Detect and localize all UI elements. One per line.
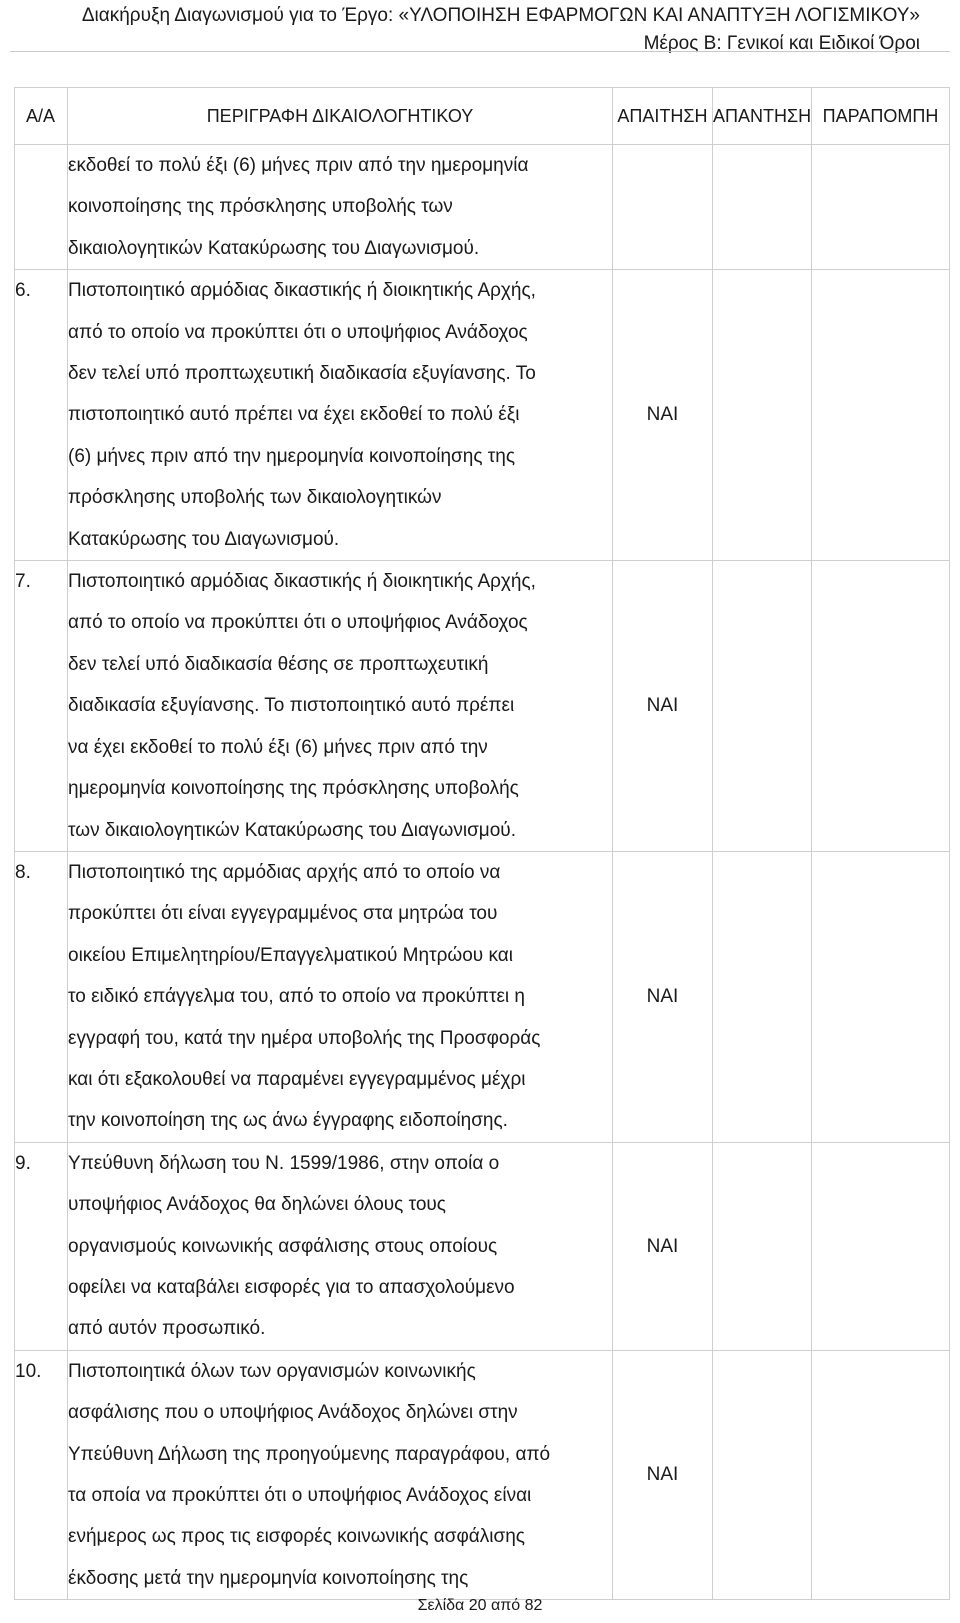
- description-line: το ειδικό επάγγελμα του, από το οποίο να προκύπτει η: [68, 986, 525, 1008]
- description-line: την κοινοποίηση της ως άνω έγγραφης ειδοποίησης.: [68, 1110, 508, 1132]
- header-divider: [10, 51, 950, 52]
- description-line: Πιστοποιητικά όλων των οργανισμών κοινωνικής: [68, 1360, 476, 1382]
- row-reference: [812, 145, 950, 270]
- table-header-row: [15, 88, 950, 145]
- description-line: των δικαιολογητικών Κατακύρωσης του Διαγωνισμού.: [68, 819, 516, 841]
- description-line: Πιστοποιητικό της αρμόδιας αρχής από το οποίο να: [68, 861, 501, 883]
- row-number: 6.: [15, 270, 68, 561]
- description-line: Κατακύρωσης του Διαγωνισμού.: [68, 528, 340, 550]
- column-header-aa: Α/Α: [15, 88, 68, 145]
- row-reference: [812, 270, 950, 561]
- description-line: πιστοποιητικό αυτό πρέπει να έχει εκδοθεί το πολύ έξι: [68, 404, 520, 426]
- description-line: κοινοποίησης της πρόσκλησης υποβολής των: [68, 196, 453, 218]
- description-line: οικείου Επιμελητηρίου/Επαγγελματικού Μητρώου και: [68, 944, 513, 966]
- description-line: και ότι εξακολουθεί να παραμένει εγγεγραμμένος μέχρι: [68, 1068, 526, 1090]
- description-line: υποψήφιος Ανάδοχος θα δηλώνει όλους τους: [68, 1194, 446, 1216]
- description-line: Πιστοποιητικό αρμόδιας δικαστικής ή διοικητικής Αρχής,: [68, 571, 536, 593]
- page-header: [82, 2, 920, 58]
- row-requirement: ΝΑΙ: [613, 851, 713, 1142]
- row-description: [68, 1350, 613, 1599]
- row-number: 9.: [15, 1142, 68, 1350]
- row-requirement: ΝΑΙ: [613, 1350, 713, 1599]
- row-number: [15, 145, 68, 270]
- description-line: διαδικασία εξυγίανσης. Το πιστοποιητικό αυτό πρέπει: [68, 695, 515, 717]
- row-answer: [713, 145, 812, 270]
- table-row: [15, 270, 950, 561]
- row-answer: [713, 270, 812, 561]
- requirements-table: [14, 87, 950, 1600]
- row-requirement: ΝΑΙ: [613, 1142, 713, 1350]
- row-description: [68, 1142, 613, 1350]
- description-line: ενήμερος ως προς τις εισφορές κοινωνικής ασφάλισης: [68, 1526, 525, 1548]
- description-line: ημερομηνία κοινοποίησης της πρόσκλησης υποβολής: [68, 778, 519, 800]
- table-row: [15, 851, 950, 1142]
- description-line: έκδοσης μετά την ημερομηνία κοινοποίησης της: [68, 1567, 469, 1589]
- column-header-reference: ΠΑΡΑΠΟΜΠΗ: [812, 88, 950, 145]
- description-line: από το οποίο να προκύπτει ότι ο υποψήφιος Ανάδοχος: [68, 321, 528, 343]
- column-header-requirement: ΑΠΑΙΤΗΣΗ: [613, 88, 713, 145]
- description-line: (6) μήνες πριν από την ημερομηνία κοινοποίησης της: [68, 445, 515, 467]
- description-line: δεν τελεί υπό προπτωχευτική διαδικασία εξυγίανσης. Το: [68, 363, 536, 385]
- description-line: Υπεύθυνη Δήλωση της προηγούμενης παραγράφου, από: [68, 1443, 551, 1465]
- page-number: Σελίδα 20 από 82: [417, 1597, 543, 1614]
- row-description: [68, 270, 613, 561]
- table-row: [15, 1350, 950, 1599]
- description-line: από το οποίο να προκύπτει ότι ο υποψήφιος Ανάδοχος: [68, 612, 528, 634]
- description-line: Υπεύθυνη δήλωση του Ν. 1599/1986, στην οποία ο: [68, 1152, 500, 1174]
- description-line: εκδοθεί το πολύ έξι (6) μήνες πριν από την ημερομηνία: [68, 155, 529, 176]
- table-row: [15, 1142, 950, 1350]
- row-number: 10.: [15, 1350, 68, 1599]
- description-line: τα οποία να προκύπτει ότι ο υποψήφιος Ανάδοχος είναι: [68, 1485, 532, 1506]
- description-line: οφείλει να καταβάλει εισφορές για το απασχολούμενο: [68, 1276, 515, 1298]
- document-part: Μέρος Β: Γενικοί και Ειδικοί Όροι: [643, 33, 920, 54]
- table-row: [15, 145, 950, 270]
- row-description: [68, 145, 613, 270]
- description-line: οργανισμούς κοινωνικής ασφάλισης στους οποίους: [68, 1235, 498, 1257]
- column-header-answer: ΑΠΑΝΤΗΣΗ: [713, 88, 812, 145]
- row-answer: [713, 561, 812, 852]
- description-line: προκύπτει ότι είναι εγγεγραμμένος στα μητρώα του: [68, 903, 498, 925]
- row-description: [68, 851, 613, 1142]
- row-reference: [812, 1350, 950, 1599]
- row-reference: [812, 561, 950, 852]
- description-line: πρόσκλησης υποβολής των δικαιολογητικών: [68, 487, 442, 509]
- row-requirement: [613, 145, 713, 270]
- description-line: Πιστοποιητικό αρμόδιας δικαστικής ή διοικητικής Αρχής,: [68, 280, 536, 302]
- row-number: 7.: [15, 561, 68, 852]
- row-requirement: ΝΑΙ: [613, 270, 713, 561]
- row-reference: [812, 851, 950, 1142]
- table-row: [15, 561, 950, 852]
- row-reference: [812, 1142, 950, 1350]
- row-answer: [713, 1350, 812, 1599]
- table-body: [15, 145, 950, 1600]
- row-description: [68, 561, 613, 852]
- description-line: δεν τελεί υπό διαδικασία θέσης σε προπτωχευτική: [68, 653, 489, 675]
- row-answer: [713, 1142, 812, 1350]
- description-line: από αυτόν προσωπικό.: [68, 1318, 266, 1340]
- column-header-description: ΠΕΡΙΓΡΑΦΗ ΔΙΚΑΙΟΛΟΓΗΤΙΚΟΥ: [68, 88, 613, 145]
- row-number: 8.: [15, 851, 68, 1142]
- description-line: ασφάλισης που ο υποψήφιος Ανάδοχος δηλώνει στην: [68, 1402, 518, 1424]
- document-title: Διακήρυξη Διαγωνισμού για το Έργο: «ΥΛΟΠΟΙΗΣΗ ΕΦΑΡΜΟΓΩΝ ΚΑΙ ΑΝΑΠΤΥΞΗ ΛΟΓΙΣΜΙΚΟΥ»: [81, 5, 920, 26]
- description-line: εγγραφή του, κατά την ημέρα υποβολής της Προσφοράς: [68, 1027, 541, 1049]
- row-answer: [713, 851, 812, 1142]
- description-line: να έχει εκδοθεί το πολύ έξι (6) μήνες πριν από την: [68, 736, 488, 758]
- description-line: δικαιολογητικών Κατακύρωσης του Διαγωνισμού.: [68, 237, 480, 259]
- row-requirement: ΝΑΙ: [613, 561, 713, 852]
